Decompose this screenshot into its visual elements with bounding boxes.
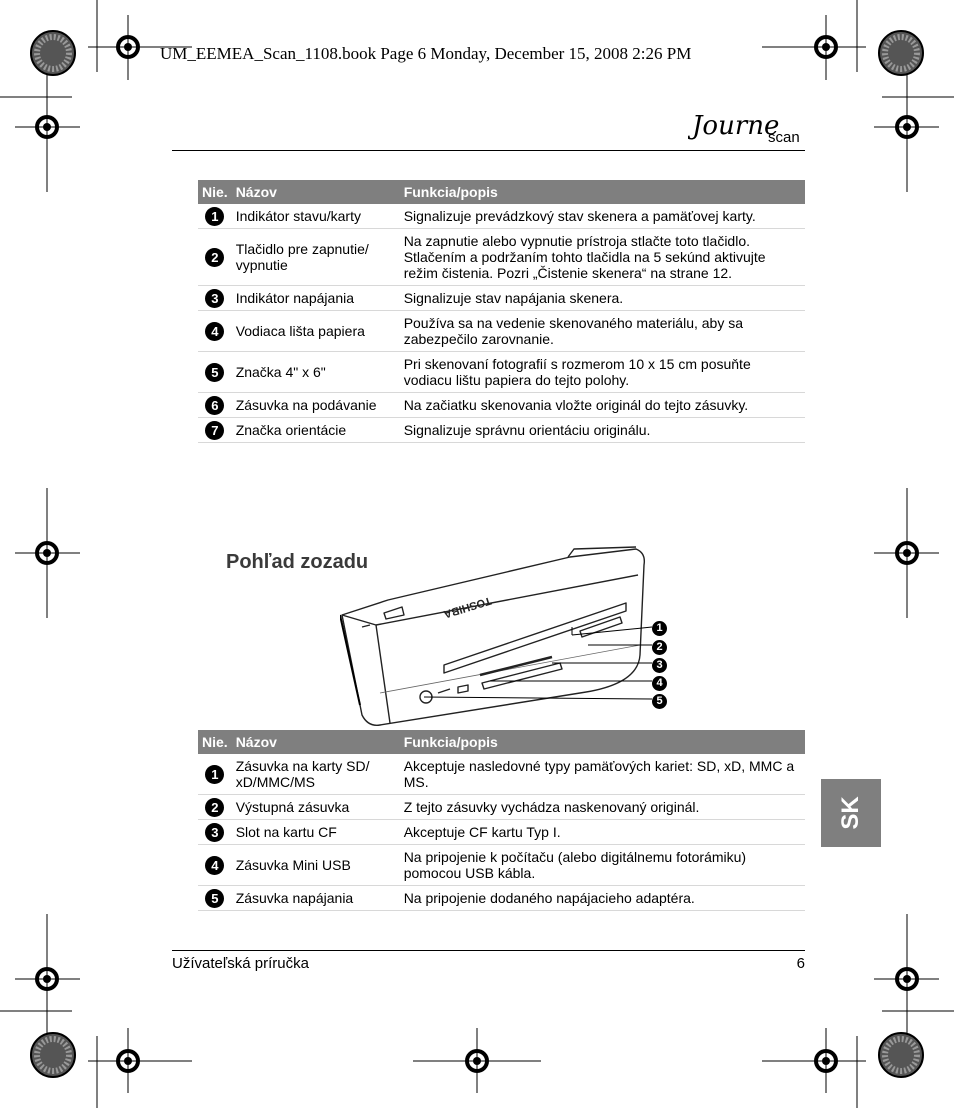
part-name: Slot na kartu CF — [232, 820, 400, 845]
part-description: Signalizuje prevádzkový stav skenera a pamäťovej karty. — [400, 204, 805, 229]
page-number: 6 — [796, 955, 805, 972]
table-row — [198, 393, 805, 418]
table-row — [198, 754, 805, 795]
number-badge: 2 — [205, 248, 224, 267]
number-badge: 6 — [205, 396, 224, 415]
footer-title: Užívateľská príručka — [172, 955, 309, 972]
footer-rule — [172, 950, 805, 951]
table-row — [198, 795, 805, 820]
part-name: Značka 4" x 6" — [232, 352, 400, 393]
callout-2: 2 — [652, 637, 667, 655]
callout-1: 1 — [652, 618, 667, 636]
part-name: Výstupná zásuvka — [232, 795, 400, 820]
part-description: Z tejto zásuvky vychádza naskenovaný originál. — [400, 795, 805, 820]
part-name: Zásuvka na karty SD/ xD/MMC/MS — [232, 754, 400, 795]
part-name: Tlačidlo pre zapnutie/ vypnutie — [232, 229, 400, 286]
rear-parts-table — [198, 730, 805, 911]
part-description: Signalizuje stav napájania skenera. — [400, 286, 805, 311]
table-row — [198, 820, 805, 845]
number-badge: 1 — [205, 765, 224, 784]
table-row — [198, 845, 805, 886]
table-row — [198, 229, 805, 286]
part-description: Na pripojenie k počítaču (alebo digitálnemu fotorámiku) pomocou USB kábla. — [400, 845, 805, 886]
logo-word: scan — [768, 129, 800, 146]
journe-scan-logo — [688, 104, 808, 150]
col-name-header: Názov — [232, 180, 400, 204]
callout-5: 5 — [652, 691, 667, 709]
number-badge: 1 — [205, 207, 224, 226]
table-row — [198, 418, 805, 443]
col-desc-header: Funkcia/popis — [400, 730, 805, 754]
part-name: Vodiaca lišta papiera — [232, 311, 400, 352]
table-row — [198, 204, 805, 229]
part-description: Na pripojenie dodaného napájacieho adaptéra. — [400, 886, 805, 911]
part-description: Akceptuje nasledovné typy pamäťových kariet: SD, xD, MMC a MS. — [400, 754, 805, 795]
number-badge: 7 — [205, 421, 224, 440]
number-badge: 5 — [205, 363, 224, 382]
table-row — [198, 311, 805, 352]
table-row — [198, 286, 805, 311]
part-description: Používa sa na vedenie skenovaného materiálu, aby sa zabezpečilo zarovnanie. — [400, 311, 805, 352]
number-badge: 5 — [205, 889, 224, 908]
number-badge: 4 — [205, 856, 224, 875]
part-name: Indikátor stavu/karty — [232, 204, 400, 229]
part-name: Zásuvka napájania — [232, 886, 400, 911]
part-description: Na zapnutie alebo vypnutie prístroja stlačte toto tlačidlo. Stlačením a podržaním tohto tlačidla na 5 sekúnd aktivujte režim čistenia. Pozri „Čistenie skenera“ na strane 12. — [400, 229, 805, 286]
table-header-row — [198, 180, 805, 204]
front-parts-table — [198, 180, 805, 443]
scanner-rear-illustration — [340, 545, 670, 730]
col-number-header: Nie. — [198, 180, 232, 204]
part-description: Akceptuje CF kartu Typ I. — [400, 820, 805, 845]
table-row — [198, 886, 805, 911]
part-name: Indikátor napájania — [232, 286, 400, 311]
brand-label: TOSHIBA — [441, 594, 493, 621]
part-description: Na začiatku skenovania vložte originál do tejto zásuvky. — [400, 393, 805, 418]
col-name-header: Názov — [232, 730, 400, 754]
part-name: Zásuvka na podávanie — [232, 393, 400, 418]
callout-3: 3 — [652, 655, 667, 673]
table-header-row — [198, 730, 805, 754]
number-badge: 4 — [205, 322, 224, 341]
part-description: Signalizuje správnu orientáciu originálu. — [400, 418, 805, 443]
number-badge: 3 — [205, 289, 224, 308]
section-title: Pohľad zozadu — [226, 551, 369, 573]
col-desc-header: Funkcia/popis — [400, 180, 805, 204]
logo-script: Journe — [692, 111, 780, 141]
number-badge: 2 — [205, 798, 224, 817]
table-row — [198, 352, 805, 393]
col-number-header: Nie. — [198, 730, 232, 754]
header-rule — [172, 150, 805, 151]
part-description: Pri skenovaní fotografií s rozmerom 10 x 15 cm posuňte vodiacu lištu papiera do tejto polohy. — [400, 352, 805, 393]
number-badge: 3 — [205, 823, 224, 842]
language-tab: SK — [821, 779, 881, 847]
part-name: Značka orientácie — [232, 418, 400, 443]
print-header: UM_EEMEA_Scan_1108.book Page 6 Monday, December 15, 2008 2:26 PM — [160, 44, 692, 63]
callout-4: 4 — [652, 673, 667, 691]
part-name: Zásuvka Mini USB — [232, 845, 400, 886]
